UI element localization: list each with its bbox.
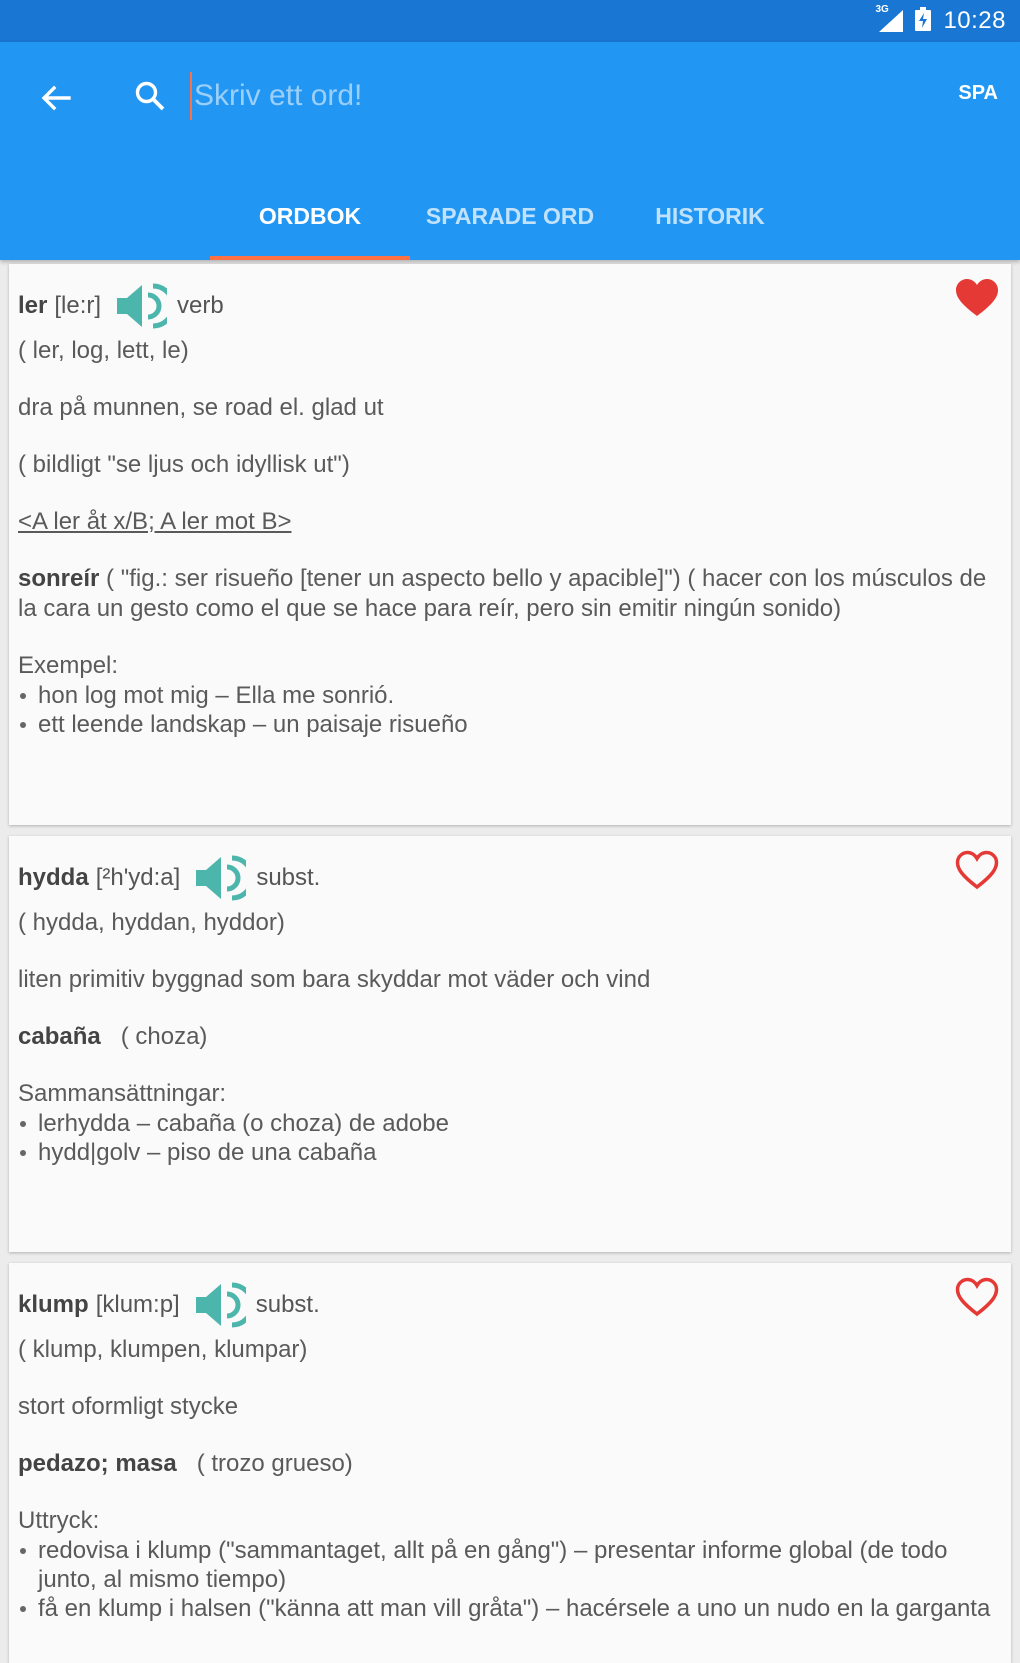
- section-label: Sammansättningar:: [18, 1080, 227, 1107]
- search-input[interactable]: [190, 72, 836, 120]
- definition: liten primitiv byggnad som bara skyddar mot väder och vind: [18, 966, 651, 993]
- pronunciation: [²h'yd:a]: [95, 864, 181, 891]
- cellular-signal-icon: 3G: [879, 10, 903, 32]
- tab-ordbok[interactable]: ORDBOK: [210, 172, 410, 260]
- entry-header: [18, 1275, 1001, 1335]
- list-item: hydd|golv – piso de una cabaña: [18, 1138, 1001, 1167]
- translation-word: pedazo; masa: [18, 1450, 177, 1477]
- status-bar: [0, 0, 1020, 42]
- speaker-icon: [194, 853, 246, 903]
- heart-outline-icon[interactable]: [955, 1277, 999, 1317]
- clock: 10:28: [943, 7, 1006, 34]
- list-item: hon log mot mig – Ella me sonrió.: [18, 681, 1001, 710]
- tab-sparade-ord[interactable]: SPARADE ORD: [425, 202, 595, 229]
- entry-card: [9, 836, 1011, 1252]
- example-list: [18, 681, 1001, 739]
- translation: [18, 564, 1001, 624]
- translation-detail: ( choza): [100, 1023, 208, 1050]
- speaker-icon: [194, 1280, 246, 1330]
- part-of-speech: subst.: [256, 864, 321, 891]
- headword: klump: [18, 1291, 89, 1318]
- speaker-button[interactable]: [194, 1280, 246, 1330]
- list-item: redovisa i klump ("sammantaget, allt på en gång") – presentar informe global (de todo junto, al mismo tiempo): [18, 1536, 1001, 1594]
- inflection-forms: ( ler, log, lett, le): [18, 337, 189, 364]
- list-item: få en klump i halsen ("känna att man vill gråta") – hacérsele a uno un nudo en la garganta: [18, 1594, 1001, 1623]
- section-label: Uttryck:: [18, 1507, 100, 1534]
- speaker-icon: [115, 281, 167, 331]
- headword: hydda: [18, 864, 89, 891]
- arrow-back-icon: [41, 85, 71, 111]
- definition: dra på munnen, se road el. glad ut: [18, 394, 384, 421]
- translation: [18, 1022, 1001, 1052]
- section-label: Exempel:: [18, 652, 119, 679]
- part-of-speech: subst.: [255, 1291, 320, 1318]
- list-item: lerhydda – cabaña (o choza) de adobe: [18, 1109, 1001, 1138]
- back-button[interactable]: [36, 78, 76, 118]
- search-icon: [134, 80, 166, 112]
- headword: ler: [18, 292, 48, 319]
- translation-detail: ( "fig.: ser risueño [tener un aspecto bello y apacible]") ( hacer con los músculos de la cara un gesto como el que se hace para reír, pero sin emitir ningún sonido): [18, 565, 987, 622]
- heart-outline-icon[interactable]: [955, 850, 999, 890]
- inflection-forms: ( klump, klumpen, klumpar): [18, 1336, 308, 1363]
- entry-header: [18, 276, 1001, 336]
- entry-header: [18, 848, 1001, 908]
- search-button[interactable]: [130, 76, 170, 116]
- inflection-forms: ( hydda, hyddan, hyddor): [18, 909, 285, 936]
- list-item: ett leende landskap – un paisaje risueño: [18, 710, 1001, 739]
- translation-word: sonreír: [18, 565, 100, 592]
- pronunciation: [le:r]: [54, 292, 102, 319]
- battery-charging-icon: [915, 7, 931, 36]
- definition: stort oformligt stycke: [18, 1393, 239, 1420]
- tab-bar: [210, 172, 810, 260]
- usage-note: ( bildligt "se ljus och idyllisk ut"): [18, 451, 350, 478]
- translation-detail: ( trozo grueso): [176, 1450, 353, 1477]
- compound-list: [18, 1109, 1001, 1167]
- construction-link[interactable]: <A ler åt x/B; A ler mot B>: [18, 508, 292, 535]
- expression-list: [18, 1536, 1001, 1623]
- heart-filled-icon[interactable]: [955, 278, 999, 318]
- app-bar: [0, 42, 1020, 260]
- language-button[interactable]: SPA: [958, 82, 998, 104]
- speaker-button[interactable]: [194, 853, 246, 903]
- speaker-button[interactable]: [115, 281, 167, 331]
- pronunciation: [klum:p]: [95, 1291, 180, 1318]
- tab-historik[interactable]: HISTORIK: [655, 202, 765, 229]
- entry-card: [9, 1263, 1011, 1663]
- entry-card: [9, 264, 1011, 825]
- translation-word: cabaña: [18, 1023, 101, 1050]
- part-of-speech: verb: [177, 292, 224, 319]
- translation: [18, 1449, 1001, 1479]
